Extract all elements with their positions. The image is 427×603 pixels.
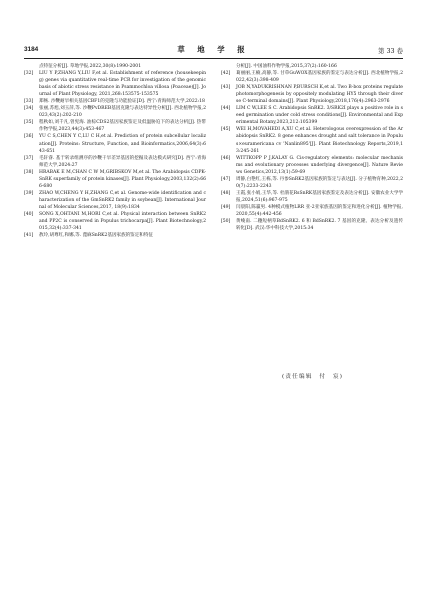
reference-item bbox=[24, 105, 206, 119]
reference-number: [48] bbox=[221, 190, 231, 196]
reference-item bbox=[221, 126, 403, 154]
reference-item bbox=[24, 119, 206, 133]
reference-item bbox=[24, 133, 206, 154]
reference-item bbox=[221, 176, 403, 190]
reference-text: WEI H,MOVAHEDI A,XU C,et al. Heterologous overexpression of the Arabidopsis SnRK2. 8 gene enhances drought and salt tolerance in Populus×euramericana cv 'Nanlin895'[J]. Plant Biotechnology Reports,2019,13:245-261 bbox=[236, 127, 403, 154]
editor-note: (责任编辑 付 宸) bbox=[282, 374, 344, 380]
reference-number: [38] bbox=[24, 169, 34, 175]
reference-number: [32] bbox=[24, 71, 34, 77]
reference-text: 敖玲,胡尊红,和娜,等. 蓖麻SnRK2基因家族的鉴定和特征 bbox=[39, 233, 153, 239]
reference-text: JOB N,YADUKRISHNAN P,BURSCH K,et al. Two B-box proteins regulate photomorphogenesis by oppositely modulating HY5 through their diverse C-terminal domains[J]. Plant Physiology,2018,176(4):2963-2976 bbox=[236, 85, 403, 105]
reference-text: 程秋如,刘千凡,曾宪海. 油棕CDS2基因家族鉴定及低温胁迫下的表达分析[J]. 热带作物学报,2023,44(3):453-467 bbox=[39, 120, 206, 133]
reference-item bbox=[24, 98, 206, 105]
reference-text: 毛轩睿. 基于转录组测序的沙鞭干旱差异基因的挖掘及表达模式研究[D]. 西宁:青海师范大学,2024:27 bbox=[39, 155, 206, 168]
page-number: 3184 bbox=[24, 46, 39, 53]
reference-item bbox=[221, 218, 403, 232]
reference-continuation: 点特征分析[J]. 草地学报,2022,30(8):1990-2001 bbox=[39, 64, 142, 69]
reference-number: [42] bbox=[221, 71, 231, 77]
reference-item bbox=[24, 155, 206, 169]
reference-item bbox=[24, 190, 206, 211]
reference-number: [50] bbox=[221, 219, 231, 225]
reference-list-right bbox=[221, 70, 403, 232]
reference-number: [33] bbox=[24, 99, 34, 105]
reference-text: 葛丽丽,王楠,高静,等. 甘草GuWOX基因家族的鉴定与表达分析[J]. 西北植物学报,2022,42(3):398-409 bbox=[236, 71, 403, 84]
reference-number: [34] bbox=[24, 106, 34, 112]
reference-list-left bbox=[24, 70, 206, 239]
reference-continuation: 分析[J]. 中国油料作物学报,2015,37(2):160-166 bbox=[236, 64, 337, 69]
reference-item bbox=[221, 105, 403, 126]
reference-item bbox=[221, 70, 403, 84]
header-rule bbox=[24, 58, 403, 59]
reference-item bbox=[221, 204, 403, 218]
reference-number: [41] bbox=[24, 233, 34, 239]
reference-number: [47] bbox=[221, 176, 231, 182]
reference-number: [49] bbox=[221, 204, 231, 210]
reference-text: WITTKOPP P J,KALAY G. Cis-regulatory elements: molecular mechanisms and evolutionary processes underlying divergence[J]. Nature Reviews Genetics,2012,13(1):59-69 bbox=[236, 155, 403, 175]
reference-item bbox=[221, 155, 403, 176]
journal-title: 草 地 学 报 bbox=[177, 45, 250, 54]
reference-text: 黄峻南. 二穗短柄草BdSnRK2. 6 和 BdSnRK2. 7 基因的克隆、表达分析及遗传转化[D]. 武汉:华中科技大学,2015:34 bbox=[236, 219, 403, 232]
reference-text: 张丽,苏旭,刘玉萍,等. 沙鞭PvDREB基因克隆与表达特异性分析[J]. 西北植物学报,2023,43(2):202-210 bbox=[39, 106, 206, 119]
reference-text: YU C S,CHEN Y C,LU C H,et al. Prediction of protein subcellular localization[J]. Proteins: Structure, Function, and Bioinformatics,2006,64(3):643-651 bbox=[39, 134, 206, 154]
reference-number: [39] bbox=[24, 190, 34, 196]
reference-number: [35] bbox=[24, 120, 34, 126]
reference-text: 王霞,张小娟,王华,等. 杜鹃花RsSnRK基因家族鉴定及表达分析[J]. 安徽农业大学学报,2024,51(6):967-975 bbox=[236, 190, 403, 203]
reference-item bbox=[221, 190, 403, 204]
references-right-column bbox=[221, 63, 403, 232]
reference-text: HRABAK E M,CHAN C W M,GRIBSKOV M,et al. The Arabidopsis CDPK-SnRK superfamily of protein kinases[J]. Plant Physiology,2003,132(2):666-680 bbox=[39, 169, 206, 189]
reference-item bbox=[221, 84, 403, 105]
reference-item bbox=[24, 169, 206, 190]
reference-text: 周静,白艳红,王栋,等. 丹参SnRK2基因家族的鉴定与表达[J]. 分子植物育种,2022,20(7):2233-2243 bbox=[236, 176, 403, 189]
reference-number: [37] bbox=[24, 155, 34, 161]
reference-number: [45] bbox=[221, 127, 231, 133]
page-header bbox=[24, 44, 403, 56]
reference-text: 闫晨阳,陈赢男. 4种模式植物LRR 亚-2亚家族基因的鉴定和进化分析[J]. 植物学报,2020,55(4):442-456 bbox=[236, 204, 403, 217]
reference-number: [36] bbox=[24, 134, 34, 140]
reference-item bbox=[24, 70, 206, 98]
reference-number: [43] bbox=[221, 85, 231, 91]
reference-item bbox=[24, 211, 206, 232]
reference-text: 郑畅. 沙鞭耐旱相关基因CBF1的克隆与功能验证[D]. 西宁:青海师范大学,2022:18 bbox=[39, 99, 205, 105]
reference-number: [40] bbox=[24, 211, 34, 217]
reference-text: LIU Y P,ZHANG Y,LIU F,et al. Establishment of reference (housekeeping) genes via quantitative real-time PCR for investigation of the genomic basis of abiotic stress resistance in Psammochloa villosa (Poaceae)[J]. Journal of Plant Physiology, 2021,268:153575-153575 bbox=[39, 71, 206, 98]
reference-item bbox=[24, 232, 206, 239]
reference-text: SONG X,OHTANI M,HORI C,et al. Physical interaction between SnRK2 and PP2C is conserved in Populus trichocarpa[J]. Plant Biotechnology,2015,32(4):337-341 bbox=[39, 211, 206, 232]
reference-number: [46] bbox=[221, 155, 231, 161]
references-left-column bbox=[24, 63, 206, 239]
reference-text: LIM C W,LEE S C. Arabidopsis SnRK2. 3/SRK2I plays a positive role in seed germination under cold stress conditions[J]. Environmental and Experimental Botany,2023,212:105399 bbox=[236, 106, 404, 126]
volume-label: 第 33 卷 bbox=[378, 47, 403, 55]
reference-number: [44] bbox=[221, 106, 231, 112]
reference-text: ZHAO W,CHENG Y H,ZHANG C,et al. Genome-wide identification and characterization of the GmSnRK2 family in soybean[J]. International Journal of Molecular Sciences,2017, 18(9):1834 bbox=[39, 190, 206, 210]
